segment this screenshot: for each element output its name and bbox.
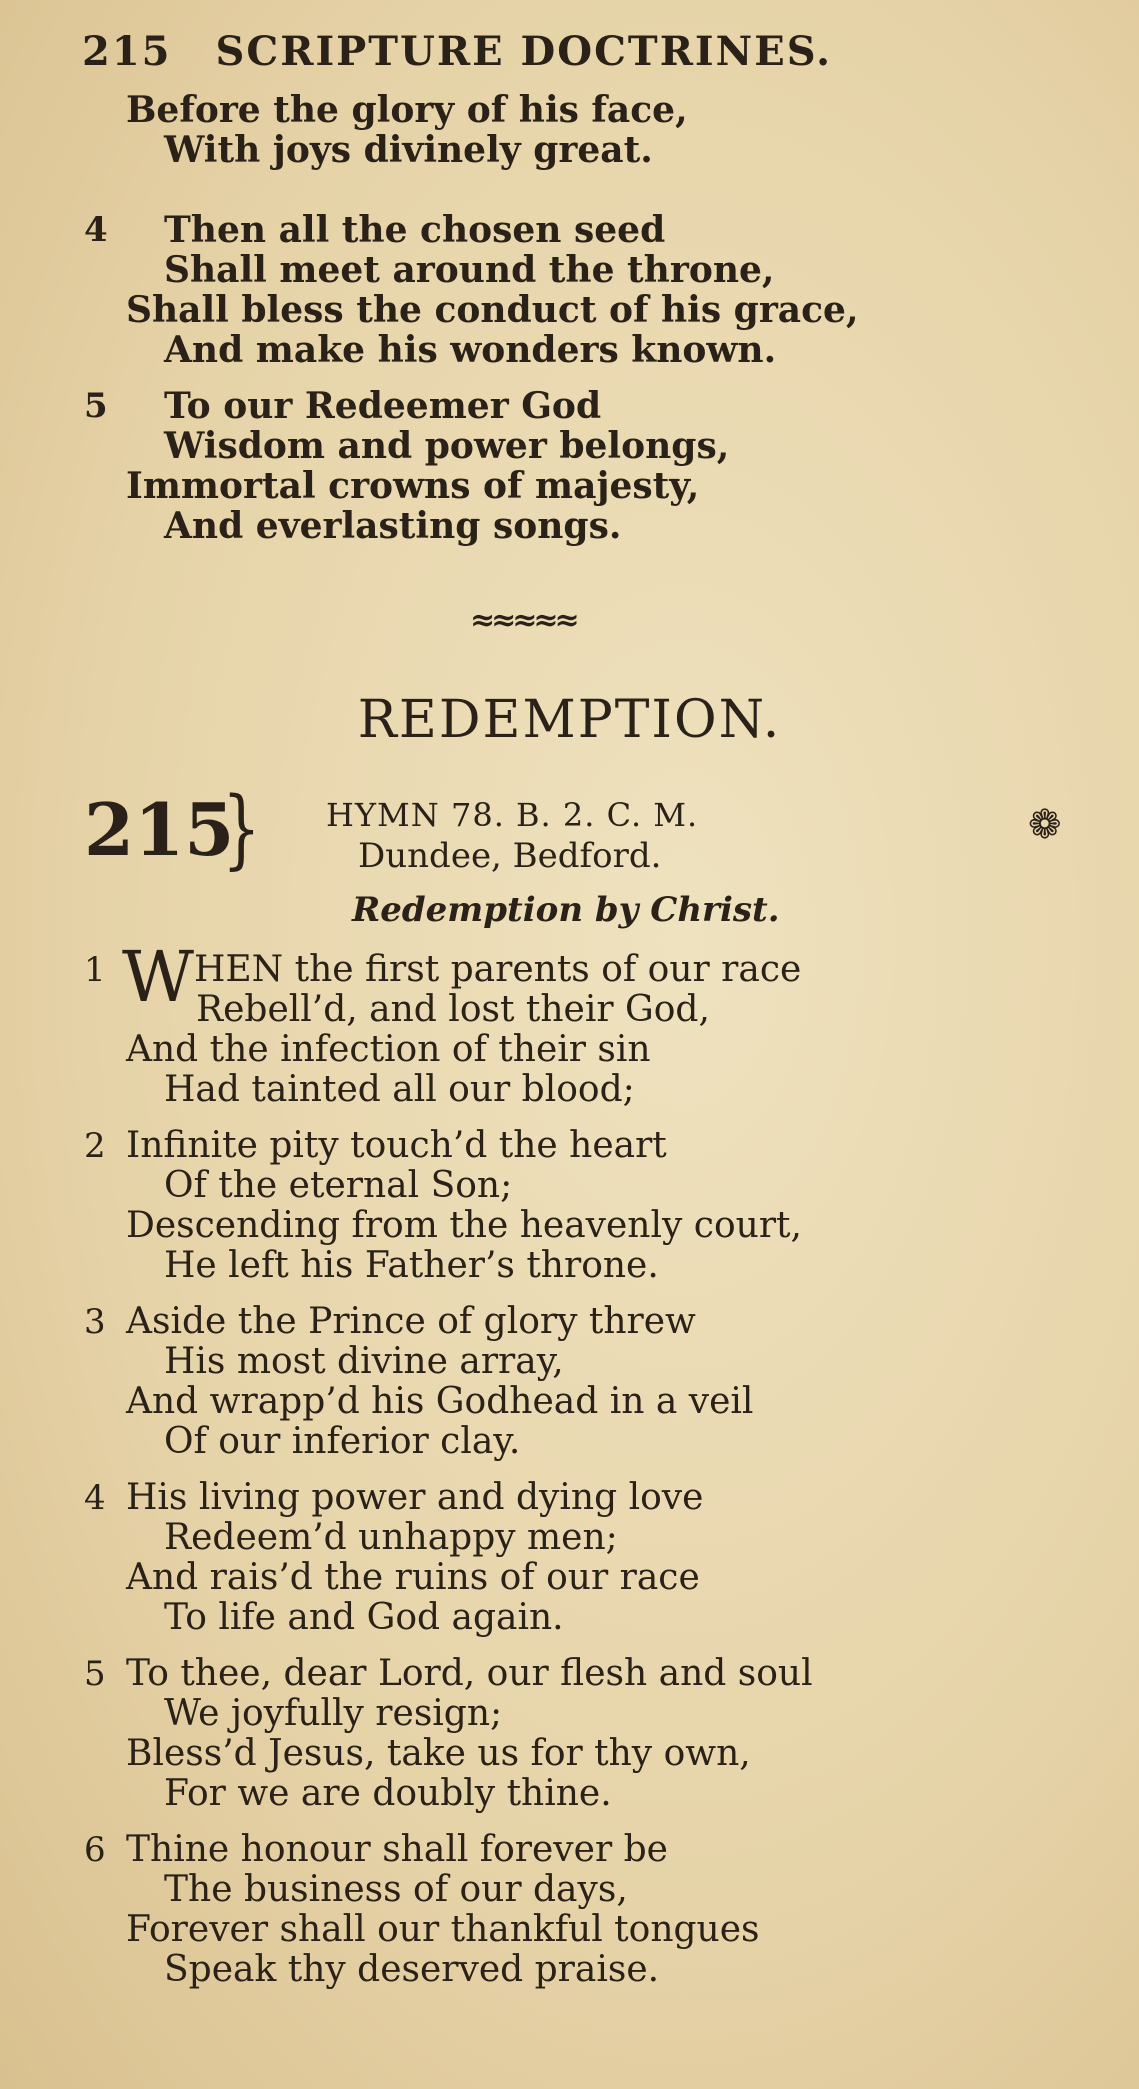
verse-line: Shall bless the conduct of his grace,: [126, 289, 859, 331]
verse-line: To our Redeemer God: [164, 385, 602, 427]
section-title: REDEMPTION.: [357, 690, 782, 750]
stanza-number: 5: [84, 386, 108, 426]
verse-line: He left his Father’s throne.: [164, 1245, 659, 1286]
brace-ornament: }: [222, 779, 261, 879]
verse-line: Had tainted all our blood;: [164, 1069, 635, 1110]
stanza-number: 2: [84, 1126, 106, 1166]
verse-line: Redeem’d unhappy men;: [164, 1517, 618, 1558]
verse-line: Shall meet around the throne,: [164, 249, 775, 291]
verse-line: And the infection of their sin: [126, 1029, 651, 1070]
verse-line: With joys divinely great.: [164, 129, 653, 171]
verse-line: Infinite pity touch’d the heart: [126, 1125, 667, 1166]
stanza-number: 5: [84, 1654, 106, 1694]
verse-line: Aside the Prince of glory threw: [126, 1301, 696, 1342]
verse-line: Forever shall our thankful tongues: [126, 1909, 760, 1950]
running-title: SCRIPTURE DOCTRINES.: [215, 28, 833, 75]
stanza-number: 4: [84, 1478, 106, 1518]
verse-line: And everlasting songs.: [164, 505, 622, 547]
verse-line: Wisdom and power belongs,: [164, 425, 730, 467]
stanza-number: 1: [84, 950, 106, 990]
hymn-tunes: Dundee, Bedford.: [358, 836, 662, 876]
stanza-number: 4: [84, 210, 108, 250]
verse-line: Rebell’d, and lost their God,: [196, 989, 710, 1030]
verse-line: Immortal crowns of majesty,: [126, 465, 700, 507]
drop-cap: W: [122, 936, 194, 1018]
verse-line: The business of our days,: [164, 1869, 628, 1910]
verse-line: Of the eternal Son;: [164, 1165, 513, 1206]
verse-line: And rais’d the ruins of our race: [126, 1557, 700, 1598]
verse-line: Descending from the heavenly court,: [126, 1205, 802, 1246]
section-ornament: ≈≈≈≈≈: [470, 603, 576, 638]
printer-mark-icon: ❁: [1028, 802, 1062, 848]
verse-line: To thee, dear Lord, our flesh and soul: [126, 1653, 813, 1694]
verse-line: And make his wonders known.: [164, 329, 777, 371]
verse-line: HEN the first parents of our race: [194, 949, 802, 990]
verse-line: We joyfully resign;: [164, 1693, 503, 1734]
verse-line: His living power and dying love: [126, 1477, 704, 1518]
verse-line: And wrapp’d his Godhead in a veil: [126, 1381, 754, 1422]
verse-line: Speak thy deserved praise.: [164, 1949, 660, 1990]
hymn-number: 215: [84, 787, 235, 872]
verse-line: To life and God again.: [164, 1597, 564, 1638]
verse-line: Then all the chosen seed: [164, 209, 666, 251]
verse-line: His most divine array,: [164, 1341, 564, 1382]
page-number: 215: [82, 28, 172, 75]
verse-line: Before the glory of his face,: [126, 89, 688, 131]
verse-line: Bless’d Jesus, take us for thy own,: [126, 1733, 751, 1774]
verse-line: For we are doubly thine.: [164, 1773, 612, 1814]
verse-line: Thine honour shall forever be: [126, 1829, 668, 1870]
page-header: [82, 28, 832, 75]
stanza-number: 3: [84, 1302, 106, 1342]
hymn-subtitle: Redemption by Christ.: [352, 890, 780, 930]
hymn-meta: HYMN 78. B. 2. C. M.: [326, 796, 699, 834]
stanza-number: 6: [84, 1830, 106, 1870]
verse-line: Of our inferior clay.: [164, 1421, 521, 1462]
